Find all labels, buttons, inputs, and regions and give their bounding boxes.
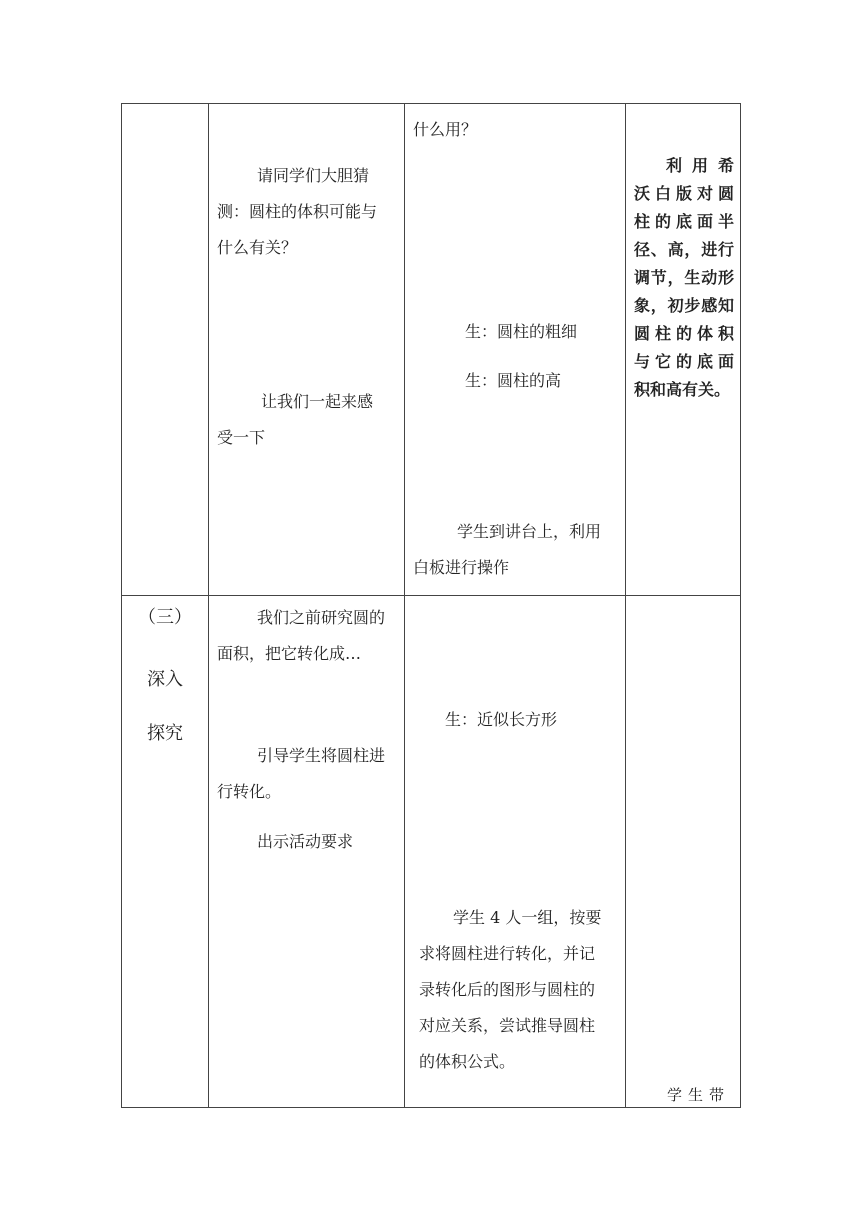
intent-line: 径、高，进行	[634, 240, 734, 259]
teacher-text: 测：圆柱的体积可能与	[217, 202, 378, 221]
student-text: 白板进行操作	[413, 558, 510, 577]
student-text: 对应关系，尝试推导圆柱	[419, 1016, 596, 1035]
intent-line: 调节，生动形	[634, 268, 734, 287]
table-row	[122, 596, 741, 1108]
teacher-text: 出示活动要求	[257, 832, 354, 851]
stage-cell	[122, 596, 209, 1108]
teacher-text: 行转化。	[217, 782, 282, 801]
teacher-text: 受一下	[217, 428, 266, 447]
lesson-plan-table	[121, 103, 741, 1108]
student-text: 求将圆柱进行转化，并记	[419, 944, 596, 963]
design-intent-cell	[626, 596, 741, 1108]
design-intent-text	[634, 152, 734, 404]
intent-line: 与它的底面	[634, 352, 734, 371]
teacher-text: 请同学们大胆猜	[257, 166, 370, 185]
design-intent-cell	[626, 104, 741, 596]
design-intent-text: 学生带	[666, 1086, 730, 1104]
intent-line: 圆柱的体积	[634, 324, 734, 343]
student-text: 生：圆柱的粗细	[465, 322, 578, 341]
stage-label: 深入	[147, 669, 183, 690]
intent-line: 积和高有关。	[634, 380, 731, 399]
student-text: 学生到讲台上，利用	[457, 522, 602, 541]
student-text: 什么用？	[413, 120, 478, 139]
student-text: 生：近似长方形	[445, 710, 558, 729]
teacher-activity-cell	[209, 104, 405, 596]
student-text: 的体积公式。	[419, 1052, 516, 1071]
intent-line: 沃白版对圆	[634, 184, 734, 203]
table-row	[122, 104, 741, 596]
stage-number: （三）	[138, 607, 192, 628]
student-text: 生：圆柱的高	[465, 371, 562, 390]
teacher-text: 什么有关？	[217, 238, 298, 257]
teacher-text: 我们之前研究圆的	[257, 608, 386, 627]
teacher-text: 引导学生将圆柱进	[257, 746, 386, 765]
stage-cell	[122, 104, 209, 596]
intent-line: 柱的底面半	[634, 212, 734, 231]
teacher-activity-cell	[209, 596, 405, 1108]
student-text: 学生 4 人一组，按要	[453, 908, 602, 927]
intent-line: 象，初步感知	[634, 296, 734, 315]
teacher-text: 让我们一起来感	[261, 392, 374, 411]
teacher-text: 面积，把它转化成…	[217, 644, 362, 663]
stage-label: 探究	[147, 723, 183, 744]
intent-line: 利用希	[666, 156, 734, 175]
student-activity-cell	[405, 596, 626, 1108]
student-activity-cell	[405, 104, 626, 596]
student-text: 录转化后的图形与圆柱的	[419, 980, 596, 999]
